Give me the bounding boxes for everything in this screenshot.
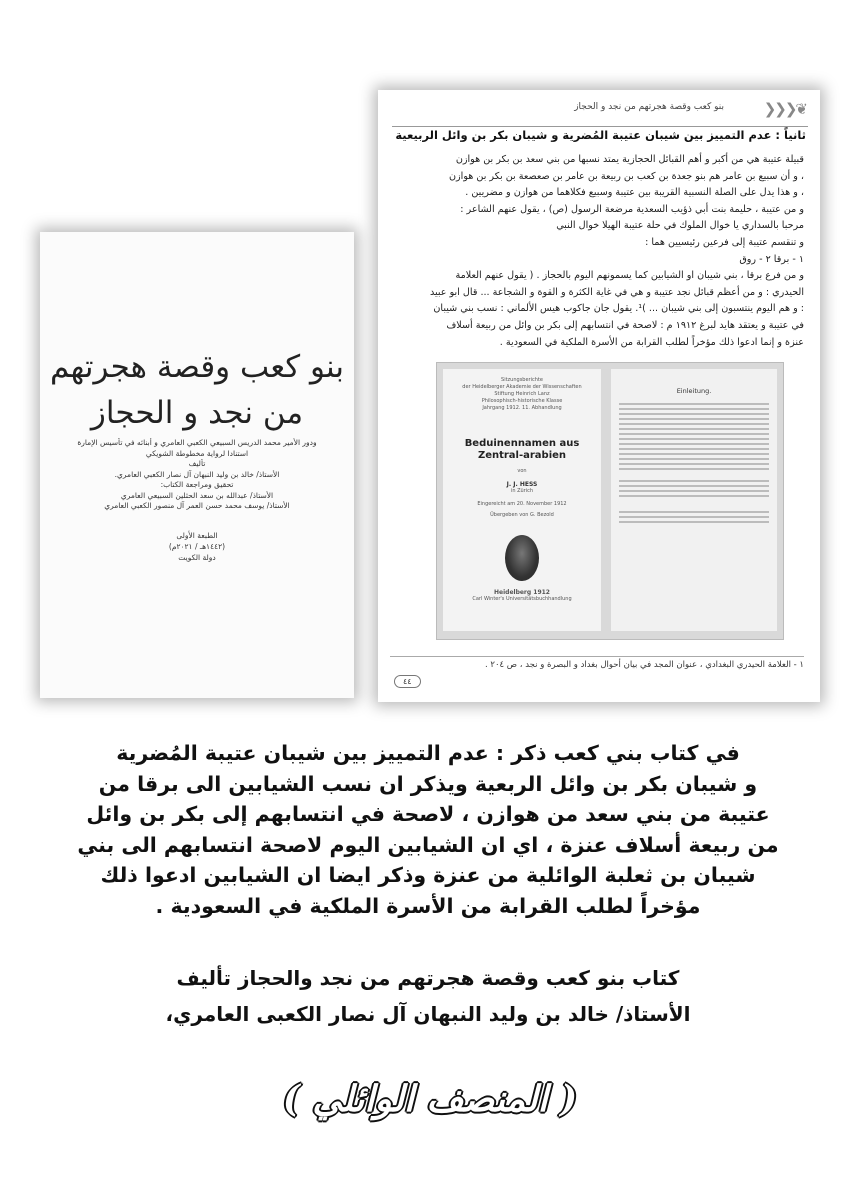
cover-edition-line: الطبعة الأولى [176, 531, 218, 540]
book-reference-line: كتاب بنو كعب وقصة هجرتهم من نجد والحجاز تأليف [176, 966, 680, 990]
scan-text-line [619, 490, 769, 492]
cover-credit-line: الأستاذ/ خالد بن وليد النبهان آل نصار الكعبي العامري. [114, 469, 280, 479]
scan-typesetter: Übergeben von G. Bezold [490, 512, 554, 518]
caption-line: عتيبة من بني سعد من هوازن ، لاصحة في انتسابهم إلى بكر بن وائل [86, 802, 770, 826]
ornament-icon: ❦❮❮❮ [763, 100, 806, 118]
scan-text-line [619, 433, 769, 435]
cover-title-line: بنو كعب وقصة هجرتهم [49, 349, 344, 385]
body-line: مرحبا بالسداري يا خوال الملوك في حلة عتيبة الهيلا خوال النبي [556, 220, 804, 232]
cover-edition-line: دولة الكويت [178, 553, 216, 562]
body-line: في عتيبة و يعتقد هايد لبرغ ١٩١٢ م : لاصحة في انتسابهم إلى بكر بن وائل من ربيعة أسلاف [446, 319, 804, 331]
author-signature: ( المنصف الوائلي ) [282, 1078, 578, 1120]
caption-line: و شيبان بكر بن وائل الربعية ويذكر ان نسب الشيابين الى برقا من [98, 771, 758, 796]
scan-publisher: Carl Winter's Universitätsbuchhandlung [472, 596, 572, 602]
scan-author: J. J. HESS [506, 481, 538, 488]
scan-text-line [619, 403, 769, 405]
scanned-document-image [436, 362, 784, 640]
page-body [388, 152, 804, 351]
caption-line: شيبان بن ثعلبة الوائلية من عنزة وذكر ايضا ان الشيابين ادعوا ذلك [100, 863, 756, 887]
scan-text-line [619, 463, 769, 465]
cover-credit-line: ودور الأمير محمد الدريس السبيعي الكعبي العامري و أبنائه في تأسيس الإمارة [77, 438, 317, 447]
body-line: ، و أن سبيع بن عامر هم بنو جعدة بن كعب بن ربيعة بن عامر بن صعصعة بن بكر بن هوازن [449, 170, 804, 182]
cover-credit-line: استنادا لرواية مخطوطة الشويكي [145, 448, 249, 458]
page-heading: ثانياً : عدم التمييز بين شيبان عتيبة المُضرية و شيبان بكر بن وائل الربيعية [395, 128, 806, 142]
scan-text-line [619, 418, 769, 420]
book-reference [40, 960, 816, 1032]
scan-text-line [619, 453, 769, 455]
scan-text-line [619, 495, 769, 497]
body-line: ١ - برقا ٢ - روق [739, 253, 804, 265]
book-reference-line: الأستاذ/ خالد بن وليد النبهان آل نصار الكعبى العامري، [165, 1002, 691, 1026]
scan-right-heading: Einleitung. [676, 387, 712, 395]
cover-edition-line: (١٤٤٢هـ / ٢٠٢١م) [168, 542, 226, 551]
scan-title-page [443, 369, 601, 631]
scan-text-line [619, 438, 769, 440]
scan-text-line [619, 480, 769, 482]
cover-title [40, 344, 354, 436]
cover-title-line: من نجد و الحجاز [90, 395, 304, 431]
cover-edition [40, 530, 354, 563]
page-header [392, 100, 808, 127]
body-line: ، و هذا يدل على الصلة النسبية القريبة بين عتيبة وسبيع فكلاهما من هوازن و مضريين . [465, 187, 804, 199]
body-line: : و هم اليوم ينتسبون إلى بني شيبان ... )¹. يقول جان جاكوب هيس الألماني : نسب بني شيبان [433, 303, 804, 315]
scan-text-line [619, 408, 769, 410]
cover-credit-line: تأليف [188, 459, 206, 468]
scan-author-place: in Zürich [510, 488, 534, 494]
scan-text-line [619, 428, 769, 430]
page-footnote: ١ - العلامة الحيدري البغدادي ، عنوان المجد في بيان أحوال بغداد و البصرة و نجد ، ص ٢٠٤ . [390, 656, 804, 670]
body-line: و من عتيبة ، حليمة بنت أبي ذؤيب السعدية مرضعة الرسول (ص) ، يقول عنهم الشاعر : [460, 203, 804, 215]
scan-text-line [619, 485, 769, 487]
caption-line: مؤخراً لطلب القرابة من الأسرة الملكية في السعودية . [155, 893, 701, 918]
caption-paragraph [42, 738, 814, 921]
scan-header-line: der Heidelberger Akademie der Wissenschaften [462, 384, 582, 390]
scan-text-line [619, 511, 769, 513]
body-line: و من فرع برقا ، بني شيبان او الشيابين كما يسمونهم اليوم بالحجاز . ( يقول عنهم العلامة [455, 270, 804, 282]
book-cover [40, 232, 354, 698]
scan-title: Beduinennamen aus Zentral-arabien [464, 438, 580, 461]
scan-text-line [619, 516, 769, 518]
page-number: ٤٤ [394, 675, 421, 688]
scan-header-line: Philosophisch-historische Klasse [481, 398, 563, 404]
page-header-title: بنو كعب وقصة هجرتهم من نجد و الحجاز [574, 102, 724, 112]
scan-text-line [619, 423, 769, 425]
scan-text-line [619, 413, 769, 415]
scan-text-line [619, 443, 769, 445]
scan-header-line: Sitzungsberichte [501, 377, 543, 383]
scan-author-prefix: von [517, 468, 527, 474]
cover-credits [70, 438, 324, 512]
scan-text-line [619, 458, 769, 460]
scan-header-line: Jahrgang 1912. 11. Abhandlung [482, 405, 562, 411]
book-page [378, 90, 820, 702]
scan-text-line [619, 468, 769, 470]
body-line: عنزة و إنما ادعوا ذلك مؤخراً لطلب القرابة من الأسرة الملكية في السعودية . [499, 336, 804, 348]
scan-text-line [619, 521, 769, 523]
cover-credit-line: الأستاذ/ عبدالله بن سعد الحثلين السبيعي العامري [120, 490, 274, 500]
portrait-image [505, 535, 539, 581]
scan-header-line: Stiftung Heinrich Lanz [494, 391, 550, 397]
cover-credit-line: تحقيق ومراجعة الكتاب: [160, 480, 234, 489]
scan-submitted: Eingereicht am 20. November 1912 [477, 501, 567, 507]
scan-text-page [611, 369, 777, 631]
caption-line: في كتاب بني كعب ذكر : عدم التمييز بين شيبان عتيبة المُضرية [116, 741, 740, 765]
body-line: الحيدري : و من أعظم قبائل نجد عتيبة و هي في غاية الكثرة و القوة و الشجاعة ... قال ابو عبيد [429, 286, 804, 298]
scan-text-line [619, 448, 769, 450]
scan-city-year: Heidelberg 1912 [494, 589, 550, 596]
body-line: و تنقسم عتيبة إلى فرعين رئيسيين هما : [645, 236, 804, 248]
cover-credit-line: الأستاذ/ يوسف محمد حسن العمر آل منصور الكعبي العامري [104, 501, 290, 510]
body-line: قبيلة عتيبة هي من أكبر و أهم القبائل الحجازية يمتد نسبها من بني سعد بن بكر بن هوازن [455, 154, 804, 165]
caption-line: من ربيعة أسلاف عنزة ، اي ان الشيابين اليوم لاصحة انتسابهم الى بني [77, 832, 779, 857]
